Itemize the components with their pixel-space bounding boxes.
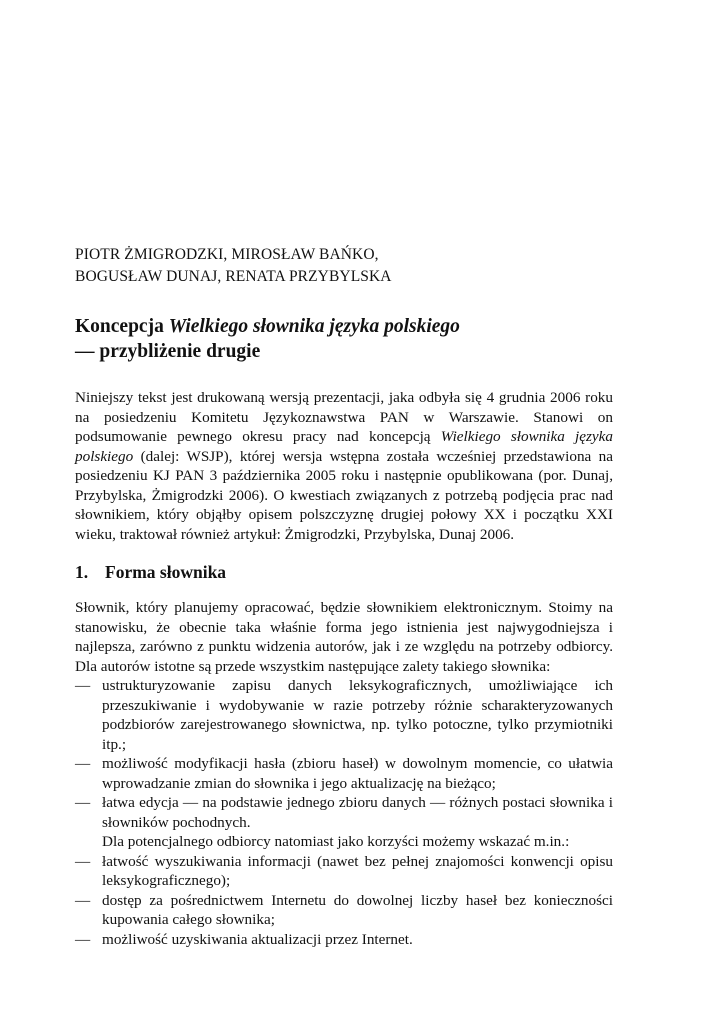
section-number: 1. — [75, 562, 89, 582]
dash-marker: — — [75, 794, 91, 811]
article-title — [75, 314, 613, 364]
list-item — [75, 793, 613, 832]
list-item — [75, 852, 613, 891]
list-item-text: dostęp za pośrednictwem Internetu do dowolnej liczby haseł bez konieczności kupowania całego słownika; — [102, 891, 613, 928]
dash-marker: — — [75, 677, 91, 694]
list-item — [75, 891, 613, 930]
reader-benefits-list — [75, 852, 613, 950]
list-item-text: możliwość modyfikacji hasła (zbioru haseł) w dowolnym momencie, co ułatwia wprowadzanie zmian do słownika i jego aktualizację na bieżąco; — [102, 755, 613, 792]
authors-line-2: BOGUSŁAW DUNAJ, RENATA PRZYBYLSKA — [75, 268, 392, 285]
dash-marker: — — [75, 755, 91, 772]
section-body — [75, 598, 613, 949]
author-list — [75, 244, 613, 288]
list-item — [75, 676, 613, 754]
abstract-paragraph — [75, 388, 613, 544]
author-benefits-list — [75, 676, 613, 832]
intro-paragraph: Słownik, który planujemy opracować, będzie słownikiem elektronicznym. Stoimy na stanowisku, że obecnie taka właśnie forma jego istnienia jest najwygodniejsza i najlepsza, zarówno z punktu widzenia autorów, jak i ze względu na potrzeby odbiorcy. Dla autorów istotne są przede wszystkim następujące zalety takiego słownika: — [75, 599, 613, 675]
dash-marker: — — [75, 930, 91, 948]
dash-marker: — — [75, 852, 91, 870]
abstract-text-after: (dalej: WSJP), której wersja wstępna została wcześniej przedstawiona na posiedzeniu KJ PAN 3 października 2005 roku i następnie opublikowana (por. Dunaj, Przybylska, Żmigrodzki 2006). O kwestiach związanych z potrzebą podjęcia prac nad słownikiem, który objąłby opisem polszczyznę drugiej połowy XX i początku XXI wieku, traktował również artykuł: Żmigrodzki, Przybylska, Dunaj 2006. — [75, 447, 613, 543]
dash-marker: — — [75, 891, 91, 909]
list-item-text: możliwość uzyskiwania aktualizacji przez Internet. — [102, 930, 413, 948]
list-item-text: łatwość wyszukiwania informacji (nawet bez pełnej znajomości konwencji opisu leksykograficznego); — [102, 852, 613, 889]
list-item-text: łatwa edycja — na podstawie jednego zbioru danych — różnych postaci słownika i słowników pochodnych. — [102, 794, 613, 831]
title-line-2: — przybliżenie drugie — [75, 341, 261, 362]
abstract-text-before: Niniejszy tekst jest drukowaną wersją prezentacji, jaka odbyła się 4 grudnia 2006 roku na posiedzeniu Komitetu Językoznawstwa PAN w Warszawie. Stanowi on podsumowanie pewnego okresu pracy nad koncepcją — [75, 389, 613, 445]
title-prefix: Koncepcja — [75, 316, 169, 337]
title-line-1 — [75, 314, 613, 339]
abstract-italic-work: Wielkiego słownika języka polskiego — [75, 428, 613, 465]
title-italic-work: Wielkiego słownika języka polskiego — [168, 316, 460, 337]
section-heading — [75, 561, 613, 583]
authors-line-1: PIOTR ŻMIGRODZKI, MIROSŁAW BAŃKO, — [75, 246, 379, 263]
list-item — [75, 754, 613, 793]
section-title: Forma słownika — [105, 562, 227, 582]
list-item — [75, 930, 613, 950]
list-item-text: ustrukturyzowanie zapisu danych leksykograficznych, umożliwiające ich przeszukiwanie i wydobywanie w razie potrzeby różnie scharakteryzowanych podzbiorów zarejestrowanego słownictwa, np. tylko potoczne, tylko przymiotniki itp.; — [102, 677, 613, 753]
reader-intro-paragraph: Dla potencjalnego odbiorcy natomiast jako korzyści możemy wskazać m.in.: — [102, 833, 570, 850]
